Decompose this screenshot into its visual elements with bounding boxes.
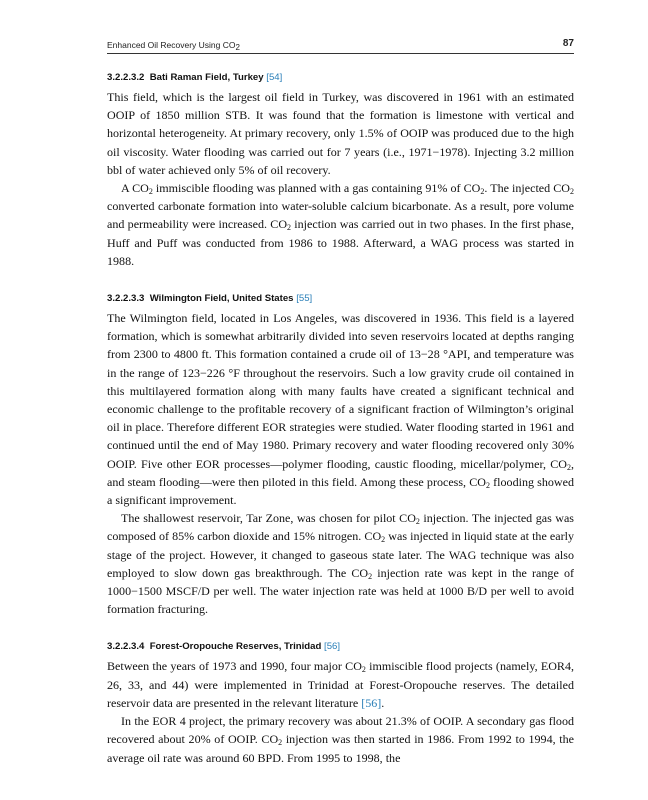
paragraph: The Wilmington field, located in Los Angeles, was discovered in 1936. This field is a layered formation, which is somewhat arbitrarily divided into seven reservoirs located at depths ranging from 2300 to 4800 ft. This formation contained a crude oil of 13−28 °API, and temperature was in the range of 123−226 °F throughout the reservoirs. Such a low gravity crude oil contained in this multilayered formation along with many faults have created a significant technical and economic challenge to the profitable recovery of a significant fraction of Wilmington’s original oil in place. Therefore different EOR strategies were studied. Water flooding started in 1961 and continued until the end of May 1980. Primary recovery and water flooding recovered only 30% OOIP. Five other EOR processes—polymer flooding, caustic flooding, micellar/polymer, $CO_2$, and steam flooding—were then piloted in this field. Among these process, $CO_2$ flooding showed a significant improvement. [107, 311, 574, 508]
citation-link[interactable]: [55] [296, 293, 313, 305]
section-heading: 3.2.2.3.2 Bati Raman Field, Turkey [54] [107, 72, 283, 83]
section-heading: 3.2.2.3.4 Forest-Oropouche Reserves, Trinidad [56] [107, 641, 341, 653]
page-number: 87 [562, 38, 574, 49]
citation-link[interactable]: [56] [361, 695, 382, 710]
paragraph: A $CO_2$ immiscible flooding was planned with a gas containing 91% of $CO_2$. The injected $CO_2$ converted carbonate formation into water-soluble calcium bicarbonate. As a result, pore volume and permeability were increased. $CO_2$ injection was carried out in two phases. In the first phase, Huff and Puff was conducted from 1986 to 1988. Afterward, a WAG process was started in 1988. [107, 181, 574, 268]
paragraph: Between the years of 1973 and 1990, four major $CO_2$ immiscible flood projects (namely, EOR4, 26, 33, and 44) were implemented in Trinidad at Forest-Oropouche reserves. The detailed reservoir data are presented in the relevant literature [56]. [107, 659, 574, 710]
paragraph: This field, which is the largest oil field in Turkey, was discovered in 1961 with an estimated OOIP of 1850 million STB. It was found that the formation is limestone with vertical and horizontal heterogeneity. At primary recovery, only 1.5% of OOIP was produced due to the high oil viscosity. Water flooding was carried out for 7 years (i.e., 1971−1978). Injecting 3.2 million bbl of water achieved only 5% of oil recovery. [107, 90, 574, 177]
section-bati-raman [107, 71, 574, 270]
main-content [107, 71, 574, 789]
section-wilmington [107, 292, 574, 618]
paragraph: The shallowest reservoir, Tar Zone, was chosen for pilot $CO_2$ injection. The injected gas was composed of 85% carbon dioxide and 15% nitrogen. $CO_2$ was injected in liquid state at the early stage of the project. However, it changed to gaseous state later. The WAG technique was also employed to slow down gas breakthrough. The $CO_2$ injection rate was kept in the range of 1000−1500 MSCF/D per well. The water injection rate was held at 1000 B/D per well to avoid formation fracturing. [107, 511, 574, 617]
section-heading: 3.2.2.3.3 Wilmington Field, United States [55] [107, 293, 313, 305]
paragraph: In the EOR 4 project, the primary recovery was about 21.3% of OOIP. A secondary gas flood recovered about 20% of OOIP. $CO_2$ injection was then started in 1986. From 1992 to 1994, the average oil rate was around 60 BPD. From 1995 to 1998, the [107, 714, 574, 765]
section-forest-oropouche [107, 640, 574, 766]
running-title: Enhanced Oil Recovery Using $CO_2$ [107, 40, 240, 52]
citation-link[interactable]: [54] [266, 72, 283, 83]
citation-link[interactable]: [56] [324, 641, 341, 653]
running-header [107, 39, 574, 54]
